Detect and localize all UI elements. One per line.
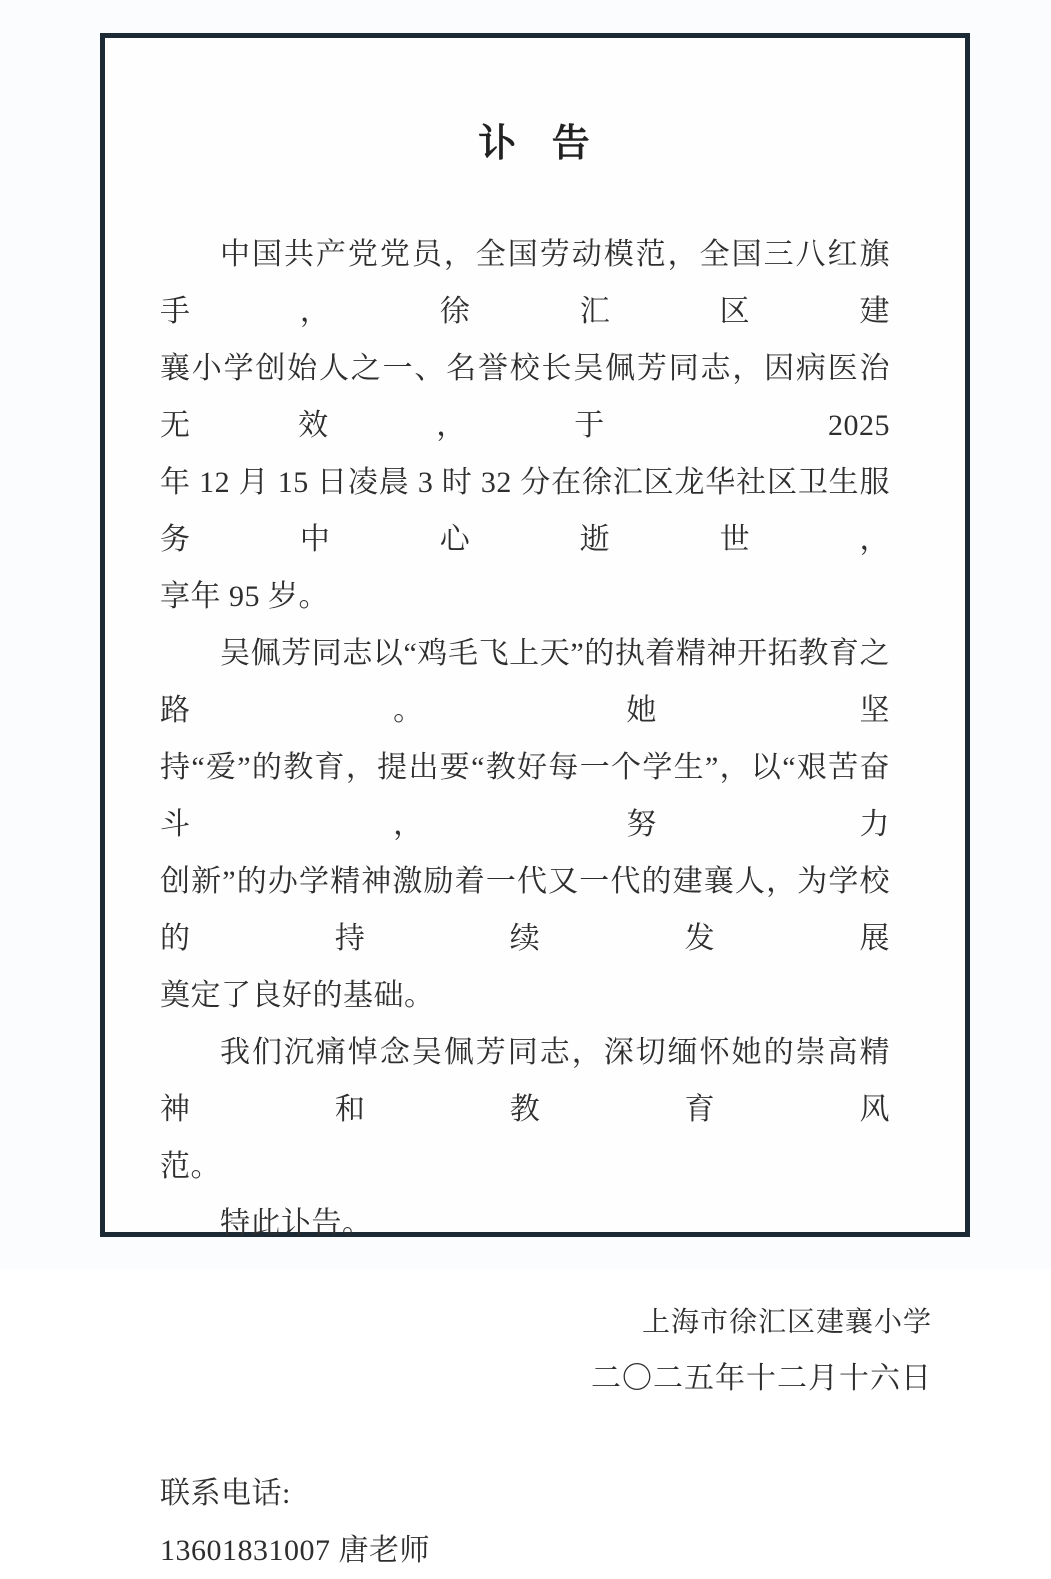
document-border-frame — [100, 33, 970, 1567]
document-body — [160, 226, 890, 1252]
contact-block — [160, 1465, 890, 1579]
document-title: 讣 告 — [478, 123, 592, 165]
signature-block — [160, 1295, 932, 1407]
text-line: 襄小学创始人之一、名誉校长吴佩芳同志，因病医治无效，于 2025 — [160, 352, 890, 442]
paragraph — [160, 625, 890, 1024]
signature-date: 二〇二五年十二月十六日 — [591, 1362, 932, 1395]
text-line: 创新”的办学精神激励着一代又一代的建襄人，为学校的持续发展 — [160, 865, 890, 955]
text-line: 吴佩芳同志以“鸡毛飞上天”的执着精神开拓教育之路。她坚 — [160, 637, 890, 727]
text-line: 持“爱”的教育，提出要“教好每一个学生”，以“艰苦奋斗，努力 — [160, 751, 890, 841]
text-line: 奠定了良好的基础。 — [160, 979, 435, 1012]
text-line: 中国共产党党员，全国劳动模范，全国三八红旗手，徐汇区建 — [160, 238, 890, 328]
text-line: 特此讣告。 — [220, 1207, 373, 1240]
contact-phone: 13601831007 唐老师 — [160, 1534, 430, 1567]
text-line: 范。 — [160, 1150, 221, 1183]
signature-org: 上海市徐汇区建襄小学 — [641, 1307, 932, 1338]
text-line: 我们沉痛悼念吴佩芳同志，深切缅怀她的崇高精神和教育风 — [160, 1036, 890, 1126]
text-line: 年 12 月 15 日凌晨 3 时 32 分在徐汇区龙华社区卫生服务中心逝世， — [160, 466, 890, 556]
contact-label: 联系电话: — [160, 1477, 291, 1510]
text-line: 享年 95 岁。 — [160, 580, 329, 613]
paragraph — [160, 1195, 890, 1252]
paragraph — [160, 1024, 890, 1195]
paragraph — [160, 226, 890, 625]
